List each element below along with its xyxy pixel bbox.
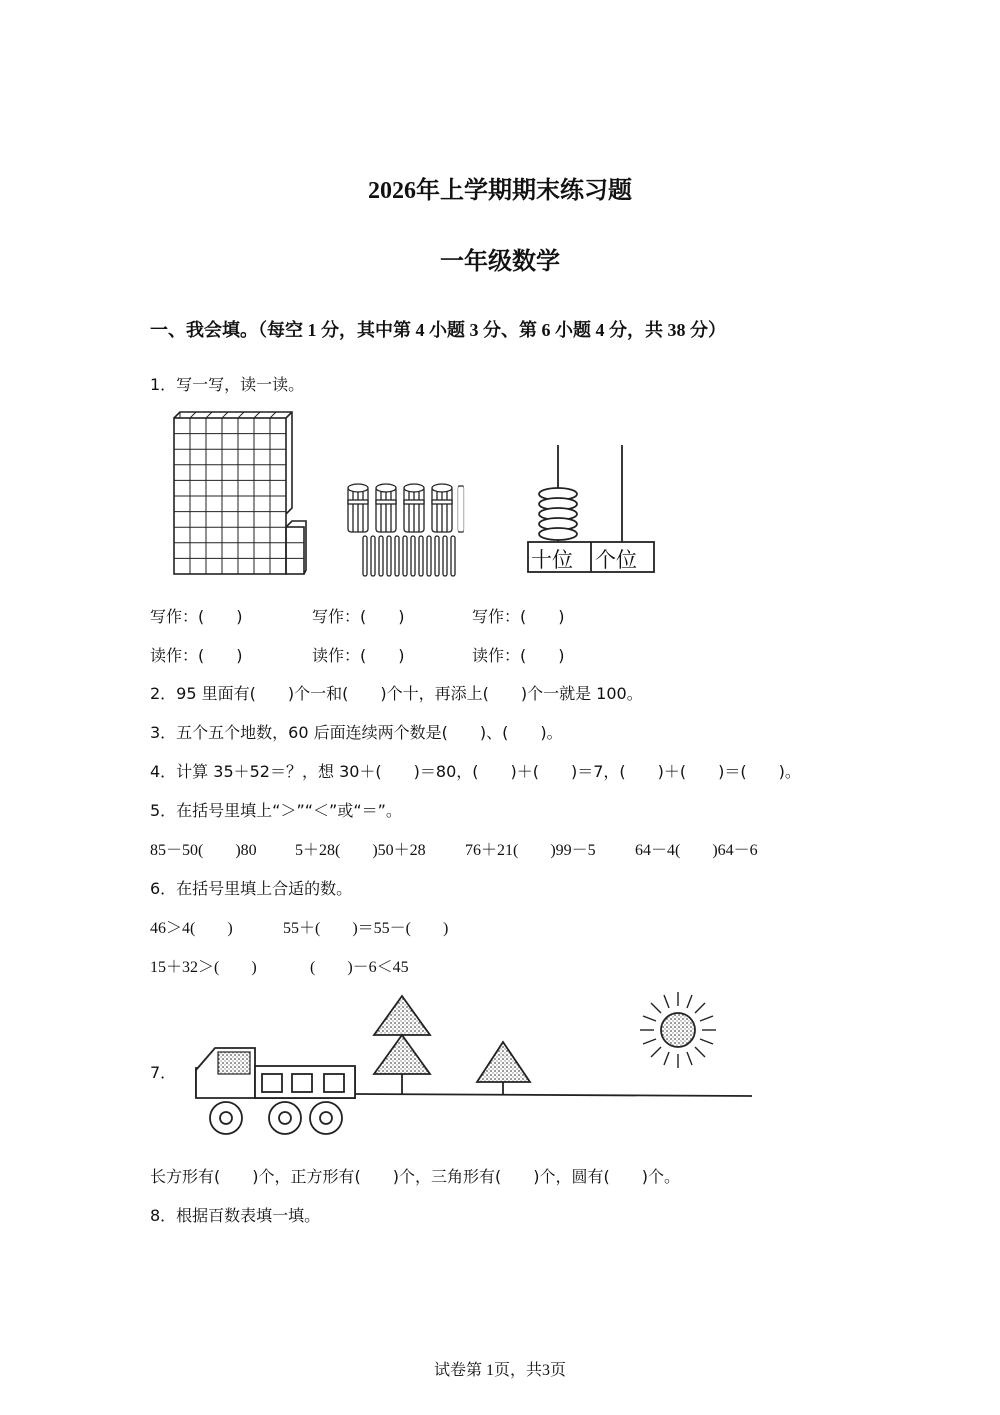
question-1-prompt: 1．写一写，读一读。 [150,375,305,394]
page-subtitle: 一年级数学 [440,249,560,275]
page-footer: 试卷第 1页，共3页 [433,1362,566,1379]
comparison-item: 76＋21( )99－5 [465,842,596,859]
fill-item: ( )－6＜45 [310,959,409,976]
question-7-number: 7． [150,1063,177,1082]
question-4: 4．计算 35＋52＝？，想 30＋( )＝80，( )＋( )＝7，( )＋( )＝( )。 [150,762,801,781]
section-heading: 一、我会填。（每空 1 分，其中第 4 小题 3 分、第 6 小题 4 分，共 38 分） [150,320,726,340]
write-blank[interactable]: 写作：( ) [312,607,405,626]
question-3: 3．五个五个地数，60 后面连续两个数是( )、( )。 [150,723,563,742]
fill-item: 46＞4( ) [150,920,233,937]
read-blank[interactable]: 读作：( ) [472,646,565,665]
question-5: 5．在括号里填上“＞”“＜”或“＝”。 [150,801,402,820]
shapes-picture [190,990,755,1140]
comparison-item: 85－50( )80 [150,842,257,859]
write-blank[interactable]: 写作：( ) [472,607,565,626]
stick-bundles-figure [345,480,465,580]
read-blank[interactable]: 读作：( ) [150,646,243,665]
read-blank[interactable]: 读作：( ) [312,646,405,665]
hundred-cubes-figure [170,410,310,580]
question-2: 2．95 里面有( )个一和( )个十，再添上( )个一就是 100。 [150,684,643,703]
fill-item: 55＋( )＝55－( ) [283,920,449,937]
comparison-item: 5＋28( )50＋28 [295,842,426,859]
question-7: 长方形有( )个，正方形有( )个，三角形有( )个，圆有( )个。 [150,1167,680,1186]
page-title: 2026年上学期期末练习题 [368,178,632,204]
tens-place-label: 十位 [531,548,573,572]
ones-place-label: 个位 [595,548,637,572]
fill-item: 15＋32＞( ) [150,959,257,976]
write-blank[interactable]: 写作：( ) [150,607,243,626]
question-8: 8．根据百数表填一填。 [150,1206,321,1225]
question-6: 6．在括号里填上合适的数。 [150,879,353,898]
comparison-item: 64－4( )64－6 [635,842,758,859]
